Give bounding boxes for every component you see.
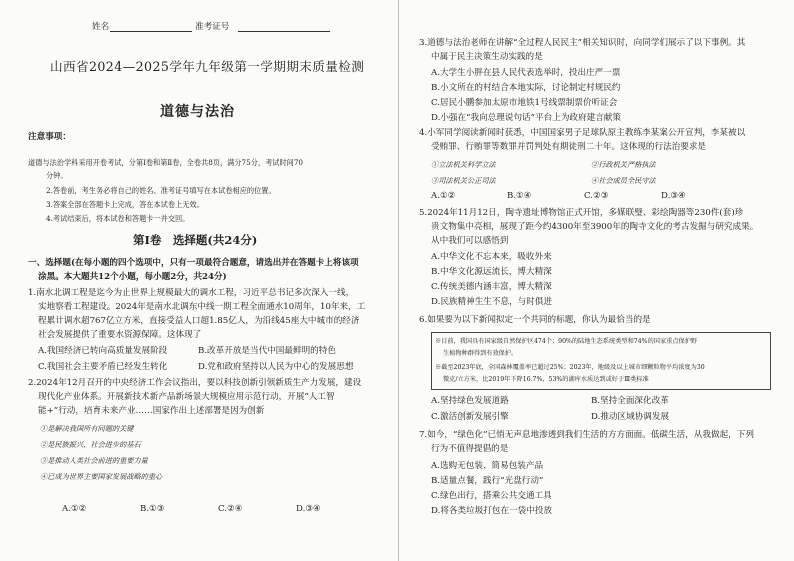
q3-option-b[interactable]: B.小文所在的村结合本地实际，讨论制定村规民约 [431, 83, 621, 93]
q4-option-b[interactable]: B.①④ [507, 191, 532, 201]
q4-stem: 4.小军同学阅读新闻时获悉，中国国家男子足球队原主教练李某案公开宣判，李某被以 [419, 128, 746, 138]
note-line: 分钟。 [46, 171, 68, 180]
q6-news-line: 生植物种群得到有效保护。 [443, 350, 518, 357]
ticket-underline [238, 31, 330, 32]
section-intro: 一、选择题(在每小题的四个选项中，只有一项最符合题意，请选出并在答题卡上将该项 [28, 258, 359, 268]
q2-item: ②是民族振兴、社会进步的基石 [40, 440, 141, 449]
q1-option-a[interactable]: A.我国经济已转向高质量发展阶段 [38, 346, 168, 356]
q1-option-c[interactable]: C.我国社会主要矛盾已经发生转化 [38, 362, 168, 372]
q5-option-c[interactable]: C.传统美德内涵丰富，博大精深 [431, 282, 552, 292]
q4-item: ④社会成员全民守法 [591, 176, 656, 185]
note-line: 3.答案全部在答题卡上完成，答在本试卷上无效。 [46, 200, 204, 209]
q7-option-a[interactable]: A.选购无包装、简易包装产品 [431, 461, 544, 471]
q2-option-b[interactable]: B.①③ [140, 504, 165, 514]
q2-option-d[interactable]: D.③④ [296, 504, 321, 514]
q4-item: ③司法机关公正司法 [431, 176, 496, 185]
q6-news-line: ※截至2023年底，全国森林覆盖率已超过25%；2023年，地级及以上城市细颗粒物平均浓度为30 [435, 364, 705, 371]
q2-stem: 现代化产业体系。开展新技术新产品新场景大规模应用示范行动，开展“人工智 [38, 392, 335, 402]
q5-option-b[interactable]: B.中华文化源远流长，博大精深 [431, 267, 552, 277]
q6-news-line: 微克/立方米，比2019年下降16.7%，53%的湖库水质达到或好于Ⅲ类标准 [443, 376, 649, 383]
q3-option-a[interactable]: A.大学生小胖在县人民代表选举时，投出庄严一票 [431, 68, 621, 78]
q7-option-d[interactable]: D.将各类垃圾打包在一袋中投放 [431, 506, 553, 516]
q4-option-a[interactable]: A.①② [431, 191, 456, 201]
q7-stem: 行为不值得提倡的是 [431, 444, 509, 454]
note-line: 2.答卷前，考生务必将自己的姓名、准考证号填写在本试卷相应的位置。 [46, 186, 276, 195]
ticket-label: 准考证号 [195, 22, 230, 32]
q2-item: ③是推动人类社会前进的重要力量 [40, 456, 148, 465]
exam-title: 山西省2024—2025学年九年级第一学期期末质量检测 [50, 59, 365, 74]
q1-stem: 社会发展提供了重要水资源保障。这体现了 [38, 330, 202, 340]
name-underline [110, 31, 192, 32]
q3-option-c[interactable]: C.居民小鹏参加太原市地铁1号线票制票价听证会 [431, 98, 618, 108]
note-line: 道德与法治学科采用开卷考试，分第Ⅰ卷和第Ⅱ卷，全卷共8页，满分75分，考试时间70 [28, 158, 303, 167]
note-line: 4.考试结束后，将本试卷和答题卡一并交回。 [46, 214, 190, 223]
subject-title: 道德与法治 [160, 104, 235, 120]
q2-item: ①是解决我国所有问题的关键 [40, 424, 134, 433]
q4-option-d[interactable]: D.③④ [661, 191, 686, 201]
q5-stem: 贵文物集中亮相，展现了距今约4300年至3900年的陶寺文化的考古发掘与研究成果。 [431, 222, 759, 232]
q6-option-d[interactable]: D.推动区域协调发展 [591, 412, 670, 422]
q1-stem: 1.南水北调工程是迄今为止世界上规模最大的调水工程，习近平总书记多次深入一线， [28, 288, 355, 298]
q7-option-c[interactable]: C.绿色出行，搭乘公共交通工具 [431, 491, 552, 501]
q2-stem: 能+”行动，培育未来产业……国家作出上述部署是因为创新 [38, 406, 265, 416]
q1-stem: 程累计调水超767亿立方米，直接受益人口超1.85亿人，为沿线45座大中城市的经济 [38, 316, 360, 326]
q3-stem: 3.道德与法治老师在讲解“全过程人民民主”相关知识时，向同学们展示了以下事例。其 [419, 38, 746, 48]
q1-stem: 实地察看工程建设。2024年是南水北调东中线一期工程全面通水10周年，10年来，工 [38, 302, 366, 312]
q4-item: ②行政机关严格执法 [591, 160, 656, 169]
q2-item: ④已成为世界主要国家发展战略的重心 [40, 472, 163, 481]
q1-option-d[interactable]: D.党和政府坚持以人民为中心的发展思想 [198, 362, 354, 372]
q5-option-a[interactable]: A.中华文化不忘本来，吸收外来 [431, 252, 552, 262]
q5-option-d[interactable]: D.民族精神生生不息，与时俱进 [431, 297, 553, 307]
q3-option-d[interactable]: D.小强在“我向总理说句话”平台上为政府建言献策 [431, 113, 621, 123]
q5-stem: 从中我们可以感悟到 [431, 236, 509, 246]
q1-option-b[interactable]: B.改革开放是当代中国最鲜明的特色 [198, 346, 336, 356]
q6-option-b[interactable]: B.坚持全面深化改革 [591, 396, 669, 406]
q7-stem: 7.如今，“绿色化”已悄无声息地渗透到我们生活的方方面面。低碳生活，从我做起，下列 [419, 430, 754, 440]
q4-stem: 受贿罪、行贿罪等数罪并罚判处有期徒刑二十年。这体现的行法治要求是 [431, 142, 707, 152]
q2-option-c[interactable]: C.②④ [218, 504, 243, 514]
q4-item: ①立法机关科学立法 [431, 160, 496, 169]
q7-option-b[interactable]: B.适量点餐，践行“光盘行动” [431, 476, 544, 486]
q5-stem: 5.2024年11月12日，陶寺遗址博物馆正式开馆，多媒联璧、彩绘陶器等230件(套)珍 [419, 208, 744, 218]
name-label: 姓名 [92, 22, 110, 32]
q2-stem: 2.2024年12月召开的中央经济工作会议指出，要以科技创新引领新质生产力发展，建设 [28, 378, 362, 388]
q3-stem: 中属于民主决策生动实践的是 [431, 52, 543, 62]
q6-stem: 6.如果要为以下新闻拟定一个共同的标题，你认为最恰当的是 [419, 315, 651, 325]
section-intro: 涂黑。本大题共12个小题，每小题2分，共24分) [38, 272, 227, 282]
q4-option-c[interactable]: C.②③ [584, 191, 609, 201]
section-title: 第Ⅰ卷 选择题(共24分) [133, 233, 258, 247]
q6-option-c[interactable]: C.激活创新发展引擎 [431, 412, 509, 422]
q2-option-a[interactable]: A.①② [62, 504, 87, 514]
q6-option-a[interactable]: A.坚持绿色发展道路 [431, 396, 509, 406]
right-column [398, 0, 794, 561]
notes-heading: 注意事项： [28, 132, 71, 142]
q6-news-line: ※目前，我国具有国家级自然保护区474个；90%的陆地生态系统类型和74%的国家重点保护野 [435, 338, 698, 345]
